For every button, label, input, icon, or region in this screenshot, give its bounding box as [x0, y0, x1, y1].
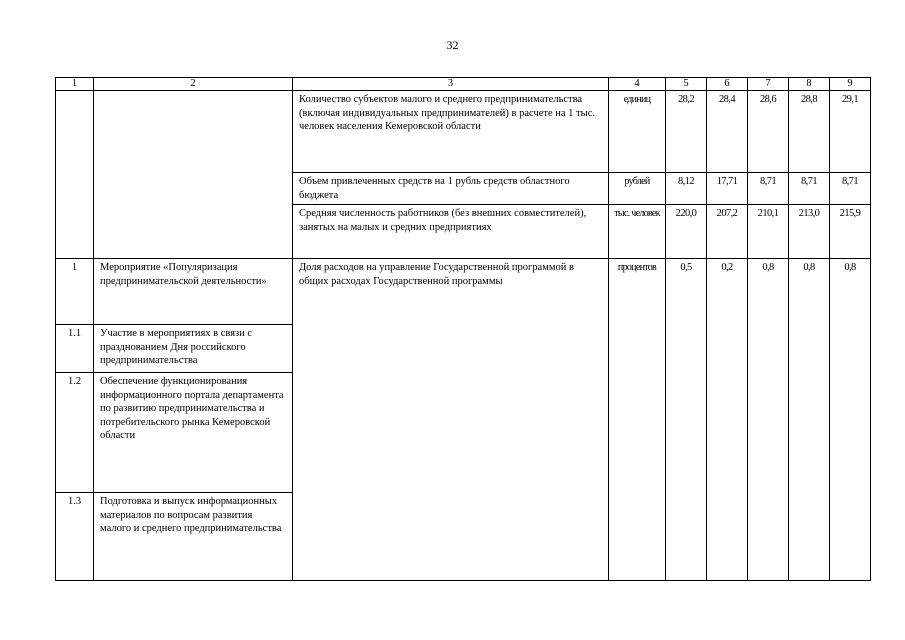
empty-name-cell	[94, 91, 293, 259]
subitem-number: 1.2	[56, 373, 94, 493]
measure-name: Мероприятие «Популяризация предпринимательской деятельности»	[94, 259, 293, 325]
header-cell: 8	[789, 78, 830, 91]
value-cell: 0,8	[789, 259, 830, 581]
measure-number: 1	[56, 259, 94, 325]
indicator-unit: единиц	[609, 91, 666, 173]
header-cell: 3	[293, 78, 609, 91]
header-cell: 9	[830, 78, 871, 91]
indicator-name: Доля расходов на управление Государственной программой в общих расходах Государственной программы	[293, 259, 609, 581]
indicator-name: Объем привлеченных средств на 1 рубль средств областного бюджета	[293, 173, 609, 205]
value-cell: 210,1	[748, 205, 789, 259]
value-cell: 28,4	[707, 91, 748, 173]
indicator-unit: процентов	[609, 259, 666, 581]
value-cell: 213,0	[789, 205, 830, 259]
value-cell: 29,1	[830, 91, 871, 173]
value-cell: 8,71	[748, 173, 789, 205]
value-cell: 0,8	[830, 259, 871, 581]
header-row	[56, 78, 871, 91]
header-cell: 6	[707, 78, 748, 91]
subitem-name: Участие в мероприятиях в связи с празднованием Дня российского предпринимательства	[94, 325, 293, 373]
value-cell: 0,5	[666, 259, 707, 581]
header-cell: 7	[748, 78, 789, 91]
indicator-unit: рублей	[609, 173, 666, 205]
value-cell: 215,9	[830, 205, 871, 259]
indicator-unit: тыс. человек	[609, 205, 666, 259]
value-cell: 207,2	[707, 205, 748, 259]
header-cell: 4	[609, 78, 666, 91]
value-cell: 0,8	[748, 259, 789, 581]
value-cell: 28,2	[666, 91, 707, 173]
value-cell: 28,6	[748, 91, 789, 173]
value-cell: 0,2	[707, 259, 748, 581]
subitem-name: Обеспечение функционирования информационного портала департамента по развитию предпринимательства и потребительского рынка Кемеровской области	[94, 373, 293, 493]
header-cell: 2	[94, 78, 293, 91]
header-cell: 5	[666, 78, 707, 91]
empty-number-cell	[56, 91, 94, 259]
value-cell: 17,71	[707, 173, 748, 205]
measure-row	[56, 259, 871, 325]
subitem-number: 1.3	[56, 493, 94, 581]
value-cell: 8,12	[666, 173, 707, 205]
indicator-name: Количество субъектов малого и среднего предпринимательства (включая индивидуальных предпринимателей) в расчете на 1 тыс. человек населения Кемеровской области	[293, 91, 609, 173]
subitem-name: Подготовка и выпуск информационных материалов по вопросам развития малого и среднего предпринимательства	[94, 493, 293, 581]
page-number: 32	[446, 38, 459, 52]
value-cell: 28,8	[789, 91, 830, 173]
program-table	[55, 77, 871, 581]
subitem-number: 1.1	[56, 325, 94, 373]
indicator-name: Средняя численность работников (без внешних совместителей), занятых на малых и средних предприятиях	[293, 205, 609, 259]
value-cell: 8,71	[789, 173, 830, 205]
table-row	[56, 91, 871, 173]
value-cell: 8,71	[830, 173, 871, 205]
header-cell: 1	[56, 78, 94, 91]
value-cell: 220,0	[666, 205, 707, 259]
